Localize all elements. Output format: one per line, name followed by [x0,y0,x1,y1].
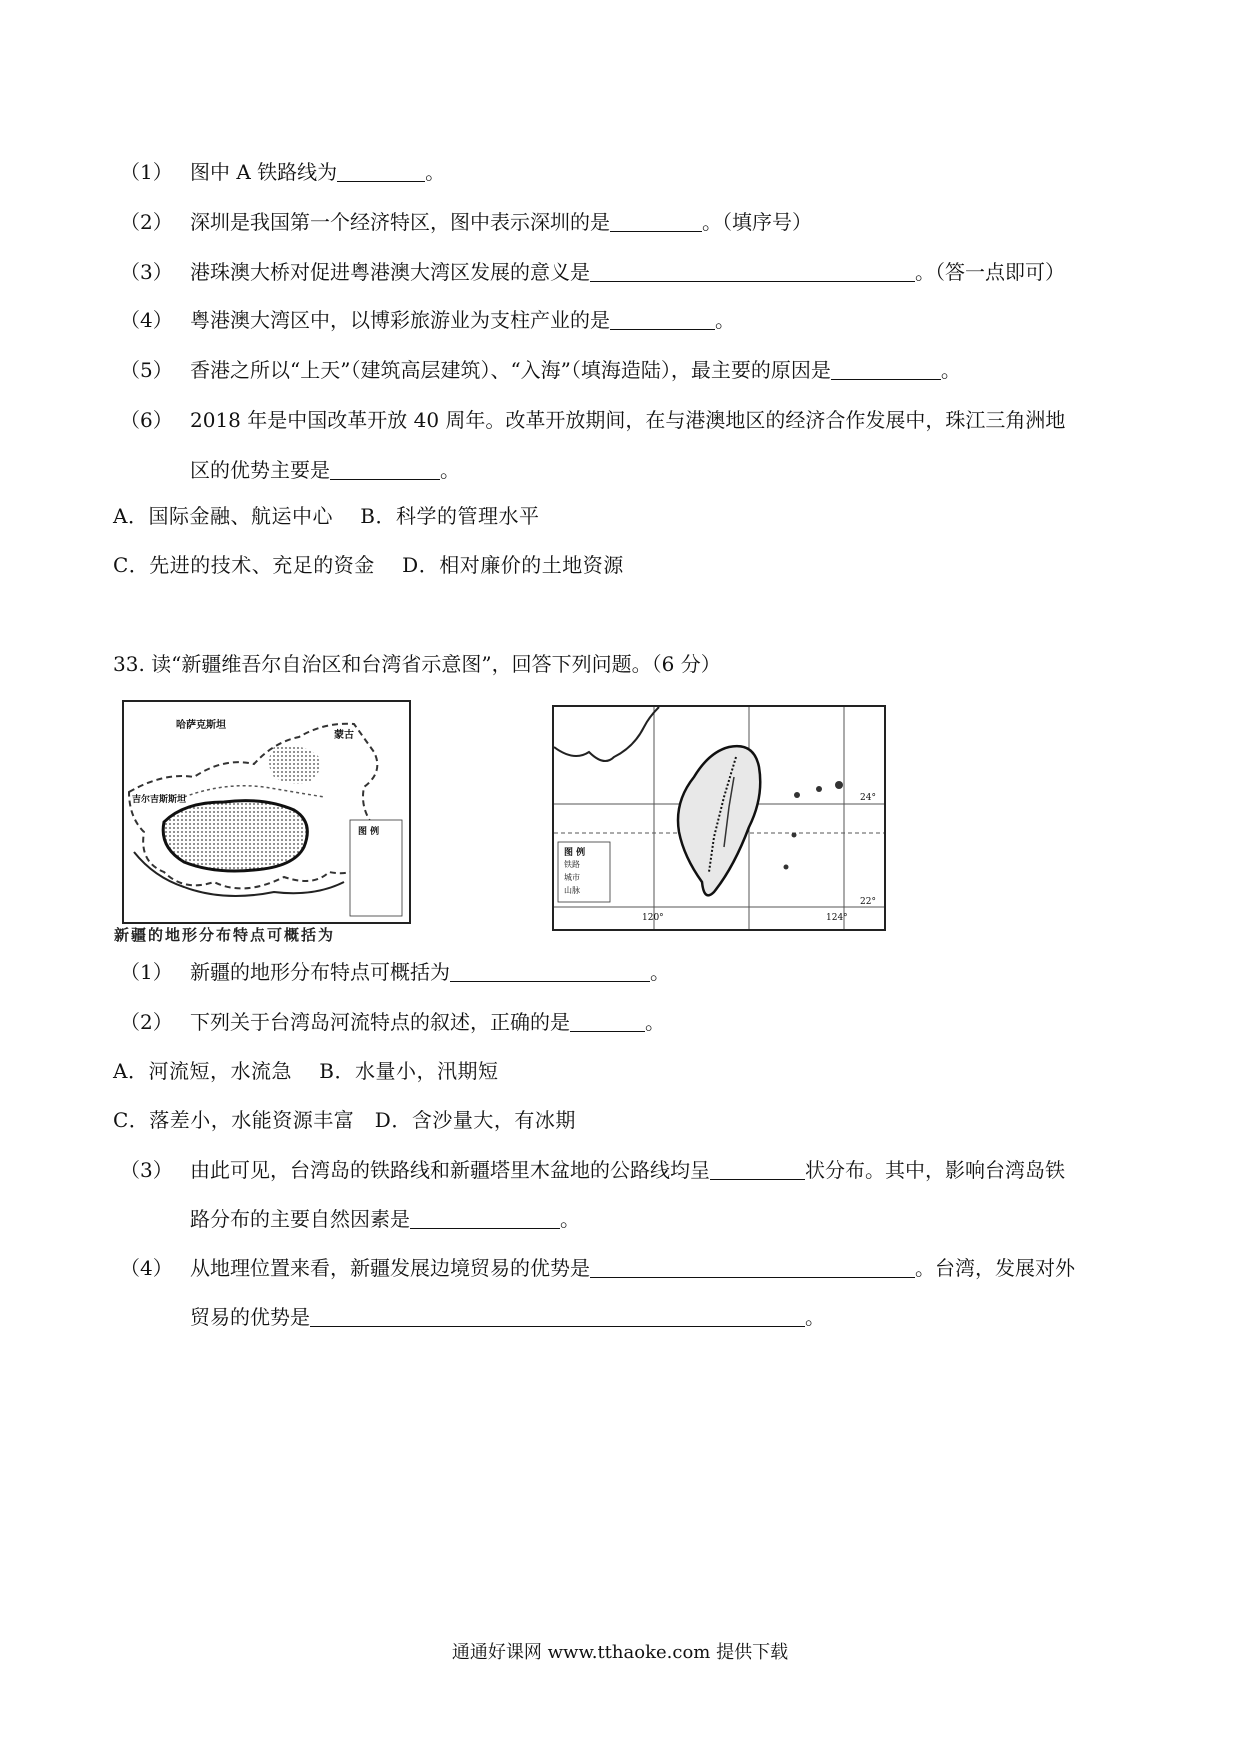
question-text: 下列关于台湾岛河流特点的叙述，正确的是 [190,1010,570,1034]
answer-blank[interactable] [330,459,440,480]
question-6-cont: 区的优势主要是 。 [190,458,460,482]
q33-question-3-cont: 路分布的主要自然因素是 。 [190,1207,580,1231]
legend-city: 城市 [564,873,580,882]
q33-question-1: （1） 新疆的地形分布特点可概括为 。 [120,960,670,984]
map-legend-title: 图 例 [564,848,586,858]
page-footer: 通通好课网 www.tthaoke.com 提供下载 [451,1642,789,1663]
answer-blank[interactable] [590,1257,915,1278]
map-label-kazakhstan: 哈萨克斯坦 [176,720,226,731]
xinjiang-map [122,700,411,924]
answer-blank[interactable] [610,309,715,330]
question-text: 港珠澳大桥对促进粤港澳大湾区发展的意义是 [190,260,590,284]
question-4: （4） 粤港澳大湾区中，以博彩旅游业为支柱产业的是 。 [120,308,735,332]
lon-label-124: 124° [826,913,848,923]
answer-blank[interactable] [410,1208,560,1229]
lat-label-22: 22° [860,897,876,907]
taiwan-map [552,705,886,931]
question-1: （1） 图中 A 铁路线为 。 [120,160,446,184]
question-text: 深圳是我国第一个经济特区，图中表示深圳的是 [190,210,610,234]
question-6: （6） 2018 年是中国改革开放 40 周年。改革开放期间，在与港澳地区的经济合作发展中，珠江三角洲地 [120,408,1066,432]
map-legend-title: 图 例 [358,827,380,837]
answer-blank[interactable] [610,211,702,232]
answer-blank[interactable] [831,359,941,380]
map-label-kyrgyzstan: 吉尔吉斯斯坦 [132,795,187,805]
q33-question-3: （3） 由此可见，台湾岛的铁路线和新疆塔里木盆地的公路线均呈 状分布。其中，影响台湾岛铁 [120,1158,1065,1182]
answer-blank[interactable] [310,1306,805,1327]
map1-caption: 新疆的地形分布特点可概括为 [114,926,336,944]
question-text: 粤港澳大湾区中，以博彩旅游业为支柱产业的是 [190,308,610,332]
question-text: 由此可见，台湾岛的铁路线和新疆塔里木盆地的公路线均呈 [190,1158,710,1182]
q33-options-cd: C．落差小，水能资源丰富 D．含沙量大，有冰期 [113,1108,576,1132]
answer-blank[interactable] [450,961,650,982]
q33-question-4: （4） 从地理位置来看，新疆发展边境贸易的优势是 。台湾，发展对外 [120,1256,1075,1280]
xinjiang-map-graphic [124,702,409,922]
options-ab: A．国际金融、航运中心 B．科学的管理水平 [113,504,540,528]
answer-blank[interactable] [337,161,425,182]
lon-label-120: 120° [642,913,664,923]
question-text: 图中 A 铁路线为 [190,160,338,184]
question-33-title: 33. 读“新疆维吾尔自治区和台湾省示意图”，回答下列问题。（6 分） [113,652,721,676]
question-text: 区的优势主要是 [190,458,330,482]
answer-blank[interactable] [590,261,915,282]
legend-mountain: 山脉 [564,886,580,895]
answer-blank[interactable] [710,1159,805,1180]
question-5: （5） 香港之所以“上天”（建筑高层建筑）、“入海”（填海造陆），最主要的原因是 。 [120,358,961,382]
question-text: 新疆的地形分布特点可概括为 [190,960,450,984]
question-text: 香港之所以“上天”（建筑高层建筑）、“入海”（填海造陆），最主要的原因是 [190,358,831,382]
q33-question-2: （2） 下列关于台湾岛河流特点的叙述，正确的是 。 [120,1010,665,1034]
taiwan-map-graphic [554,707,884,929]
q33-options-ab: A．河流短，水流急 B．水量小，汛期短 [113,1059,499,1083]
map-label-mongolia: 蒙古 [334,730,354,741]
question-2: （2） 深圳是我国第一个经济特区，图中表示深圳的是 。（填序号） [120,210,812,234]
question-3: （3） 港珠澳大桥对促进粤港澳大湾区发展的意义是 。（答一点即可） [120,260,1065,284]
lat-label-24: 24° [860,793,876,803]
question-text: 路分布的主要自然因素是 [190,1207,410,1231]
answer-blank[interactable] [570,1011,645,1032]
options-cd: C．先进的技术、充足的资金 D．相对廉价的土地资源 [113,553,624,577]
question-text: 2018 年是中国改革开放 40 周年。改革开放期间，在与港澳地区的经济合作发展中，珠江三角洲地 [190,408,1066,432]
question-text: 贸易的优势是 [190,1305,310,1329]
legend-railway: 铁路 [564,860,580,869]
question-text: 从地理位置来看，新疆发展边境贸易的优势是 [190,1256,590,1280]
q33-question-4-cont: 贸易的优势是 。 [190,1305,825,1329]
